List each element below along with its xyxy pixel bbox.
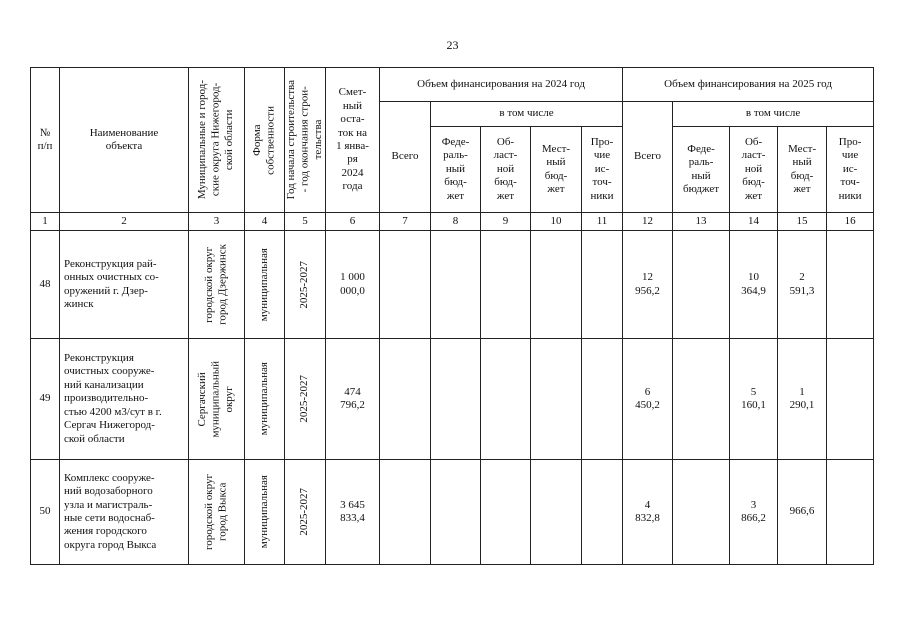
col-number: 7 <box>380 213 431 231</box>
total-2024 <box>380 339 431 460</box>
header-ownership: Форма собственности <box>251 105 277 175</box>
regional-2025: 10 364,9 <box>730 231 778 339</box>
years-cell <box>285 339 326 460</box>
col-number: 11 <box>582 213 623 231</box>
header-local-2025: Мест- ный бюд- жет <box>778 127 827 213</box>
col-number: 6 <box>326 213 380 231</box>
header-incl-2025: в том числе <box>673 102 874 127</box>
regional-2024 <box>481 339 531 460</box>
local-2024 <box>531 460 582 565</box>
years: 2025-2027 <box>298 488 311 536</box>
total-2024 <box>380 231 431 339</box>
regional-2024 <box>481 460 531 565</box>
regional-2025: 5 160,1 <box>730 339 778 460</box>
other-2024 <box>582 339 623 460</box>
col-number: 4 <box>245 213 285 231</box>
header-other-2024: Про- чие ис- точ- ники <box>582 127 623 213</box>
ownership: муниципальная <box>257 247 270 322</box>
col-number: 2 <box>60 213 189 231</box>
estimate: 474 796,2 <box>326 339 380 460</box>
col-number: 10 <box>531 213 582 231</box>
header-federal-2024: Феде- раль- ный бюд- жет <box>431 127 481 213</box>
federal-2025 <box>673 339 730 460</box>
ownership-cell <box>245 231 285 339</box>
table-row <box>31 339 874 460</box>
header-regional-2025: Об- ласт- ной бюд- жет <box>730 127 778 213</box>
local-2024 <box>531 339 582 460</box>
municipality-cell <box>189 339 245 460</box>
local-2025: 966,6 <box>778 460 827 565</box>
col-number: 12 <box>623 213 673 231</box>
total-2024 <box>380 460 431 565</box>
other-2024 <box>582 460 623 565</box>
header-incl-2024: в том числе <box>431 102 623 127</box>
object-name: Реконструкция очистных сооруже- ний канализации производительно- стью 4200 м3/сут в г. Сергач Нижегород- ской области <box>60 339 189 460</box>
header-name: Наименование объекта <box>60 68 189 213</box>
ownership-cell <box>245 460 285 565</box>
col-number: 16 <box>827 213 874 231</box>
col-number: 15 <box>778 213 827 231</box>
header-years-cell <box>285 68 326 213</box>
col-number: 3 <box>189 213 245 231</box>
municipality: городской округ город Выкса <box>203 473 229 551</box>
other-2025 <box>827 460 874 565</box>
col-number: 13 <box>673 213 730 231</box>
header-regional-2024: Об- ласт- ной бюд- жет <box>481 127 531 213</box>
ownership: муниципальная <box>257 362 270 436</box>
estimate: 3 645 833,4 <box>326 460 380 565</box>
object-name: Реконструкция рай- онных очистных со- оружений г. Дзер- жинск <box>60 231 189 339</box>
total-2025: 12 956,2 <box>623 231 673 339</box>
local-2024 <box>531 231 582 339</box>
municipality: городской округ город Дзержинск <box>203 244 229 325</box>
federal-2024 <box>431 231 481 339</box>
total-2025: 4 832,8 <box>623 460 673 565</box>
regional-2024 <box>481 231 531 339</box>
years-cell <box>285 460 326 565</box>
header-municipality-cell <box>189 68 245 213</box>
table-row <box>31 231 874 339</box>
total-2025: 6 450,2 <box>623 339 673 460</box>
financing-table <box>30 67 874 565</box>
col-number: 5 <box>285 213 326 231</box>
header-num: № п/п <box>31 68 60 213</box>
page-number: 23 <box>446 38 459 52</box>
col-number: 9 <box>481 213 531 231</box>
federal-2025 <box>673 460 730 565</box>
row-num: 48 <box>31 231 60 339</box>
header-estimate: Смет- ный оста- ток на 1 янва- ря 2024 года <box>326 68 380 213</box>
header-total-2025: Всего <box>623 102 673 213</box>
other-2025 <box>827 231 874 339</box>
col-number: 14 <box>730 213 778 231</box>
col-number: 1 <box>31 213 60 231</box>
years: 2025-2027 <box>298 375 311 423</box>
header-municipality: Муниципальные и город- ские округа Нижегород- ской области <box>196 80 236 200</box>
federal-2024 <box>431 339 481 460</box>
header-other-2025: Про- чие ис- точ- ники <box>827 127 874 213</box>
other-2024 <box>582 231 623 339</box>
column-numbers-row <box>31 213 874 231</box>
years-cell <box>285 231 326 339</box>
col-number: 8 <box>431 213 481 231</box>
federal-2024 <box>431 460 481 565</box>
municipality-cell <box>189 460 245 565</box>
object-name: Комплекс сооруже- ний водозаборного узла и магистраль- ные сети водоснаб- жения городского округа город Выкса <box>60 460 189 565</box>
header-fin-2025: Объем финансирования на 2025 год <box>623 68 874 102</box>
header-local-2024: Мест- ный бюд- жет <box>531 127 582 213</box>
header-federal-2025: Феде- раль- ный бюджет <box>673 127 730 213</box>
municipality-cell <box>189 231 245 339</box>
local-2025: 1 290,1 <box>778 339 827 460</box>
municipality: Сергачский муниципальный округ <box>196 360 236 438</box>
header-years: Год начала строительства - год окончания строи- тельства <box>285 80 324 200</box>
table-row <box>31 460 874 565</box>
ownership: муниципальная <box>257 475 270 549</box>
federal-2025 <box>673 231 730 339</box>
regional-2025: 3 866,2 <box>730 460 778 565</box>
years: 2025-2027 <box>298 260 311 309</box>
row-num: 49 <box>31 339 60 460</box>
local-2025: 2 591,3 <box>778 231 827 339</box>
header-fin-2024: Объем финансирования на 2024 год <box>380 68 623 102</box>
estimate: 1 000 000,0 <box>326 231 380 339</box>
other-2025 <box>827 339 874 460</box>
ownership-cell <box>245 339 285 460</box>
row-num: 50 <box>31 460 60 565</box>
header-total-2024: Всего <box>380 102 431 213</box>
header-ownership-cell <box>245 68 285 213</box>
